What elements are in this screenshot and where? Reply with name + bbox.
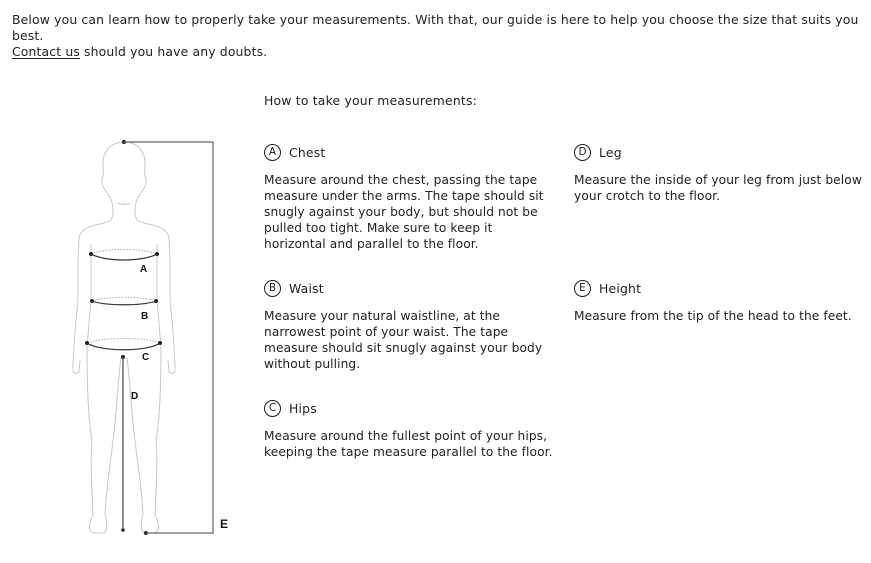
intro-line-2: should you have any doubts.	[79, 44, 268, 59]
measurement-leg	[574, 142, 864, 204]
measurement-height	[574, 278, 864, 324]
contact-us-link[interactable]: Contact us	[12, 44, 80, 59]
measurement-hips	[264, 398, 554, 460]
measurement-title: Waist	[289, 280, 324, 296]
circle-d-icon: D	[574, 144, 591, 161]
intro-text	[12, 12, 867, 60]
circle-e-icon: E	[574, 280, 591, 297]
circle-a-icon: A	[264, 144, 281, 161]
label-a: A	[140, 264, 148, 275]
label-e: E	[220, 517, 229, 531]
intro-line-1: Below you can learn how to properly take your measurements. With that, our guide is here to help you choose the size that suits you best.	[12, 12, 859, 43]
label-d: D	[131, 391, 139, 402]
body-measurement-figure	[60, 130, 250, 550]
measurement-description: Measure around the chest, passing the tape measure under the arms. The tape should sit snugly against your body, but should not be pulled too tight. Make sure to keep it horizontal and parallel to the floor.	[264, 173, 544, 251]
measurement-description: Measure around the fullest point of your hips, keeping the tape measure parallel to the floor.	[264, 429, 553, 459]
measurement-description: Measure the inside of your leg from just below your crotch to the floor.	[574, 173, 862, 203]
circle-c-icon: C	[264, 400, 281, 417]
label-b: B	[141, 311, 149, 322]
child-silhouette-icon	[60, 130, 250, 550]
guide-title: How to take your measurements:	[264, 93, 477, 108]
measurement-title: Leg	[599, 144, 622, 160]
measurement-title: Hips	[289, 400, 317, 416]
measurement-chest	[264, 142, 554, 252]
measurement-title: Chest	[289, 144, 326, 160]
circle-b-icon: B	[264, 280, 281, 297]
measurement-description: Measure your natural waistline, at the narrowest point of your waist. The tape measure should sit snugly against your body without pulling.	[264, 309, 543, 371]
measurement-description: Measure from the tip of the head to the feet.	[574, 309, 852, 323]
label-c: C	[142, 352, 150, 363]
measurement-title: Height	[599, 280, 642, 296]
measurement-waist	[264, 278, 554, 372]
